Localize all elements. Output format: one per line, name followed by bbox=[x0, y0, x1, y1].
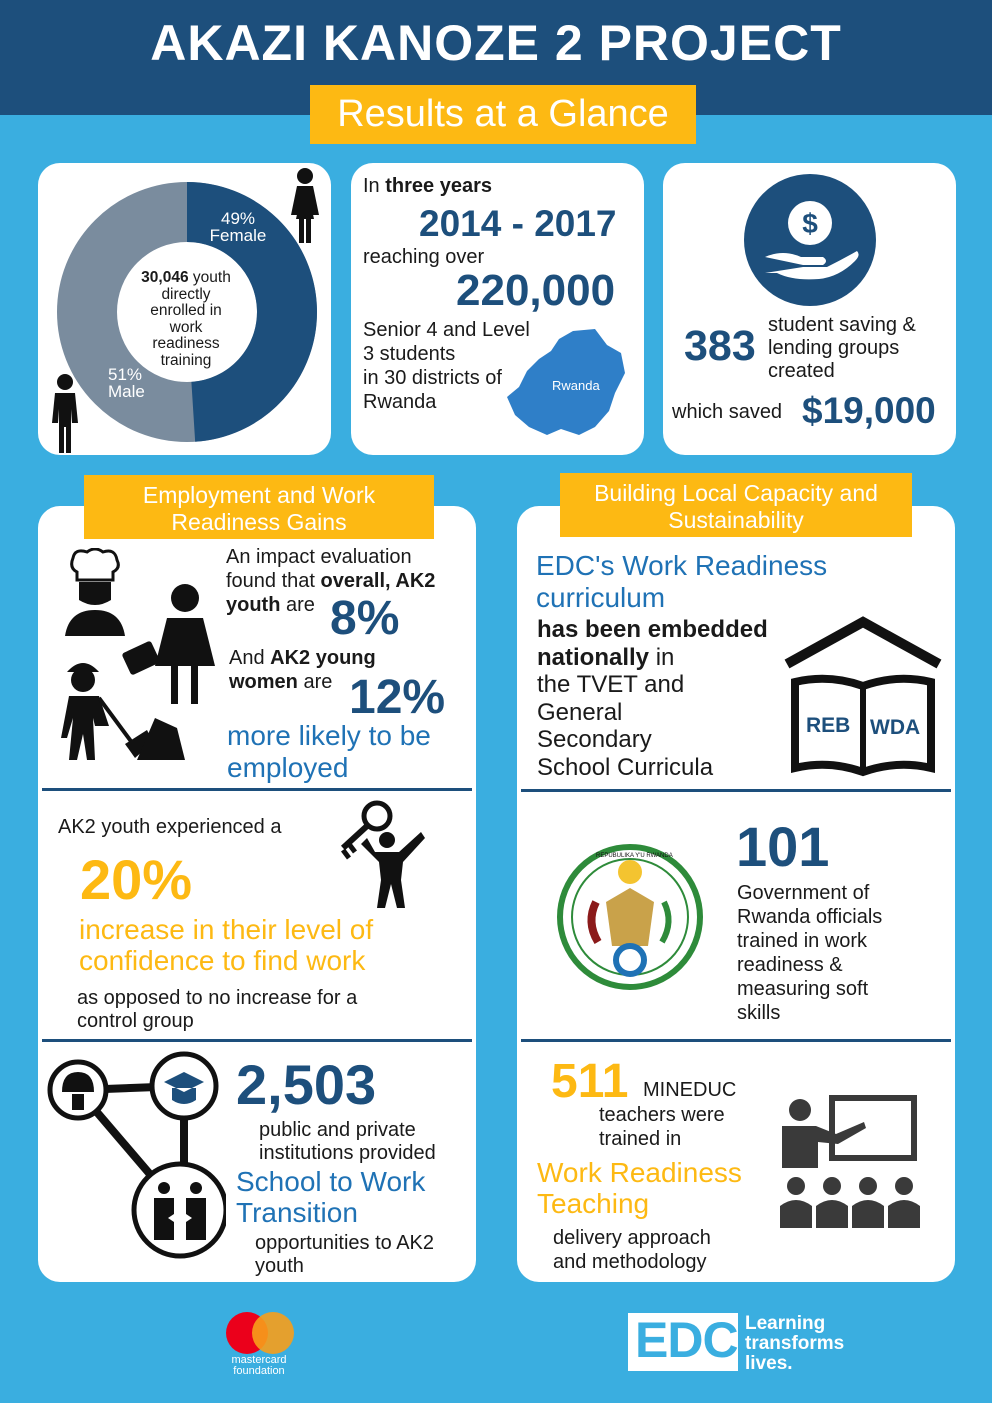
reach-card bbox=[351, 163, 644, 455]
reach-number: 220,000 bbox=[456, 266, 616, 315]
book-house-icon bbox=[783, 616, 943, 778]
employment-line: And bbox=[229, 647, 271, 669]
left-divider-2 bbox=[42, 1039, 472, 1042]
embedded-text: in bbox=[649, 643, 675, 671]
reach-years: 2014 - 2017 bbox=[419, 203, 617, 244]
employment-banner bbox=[84, 475, 434, 539]
book-left-label: REB bbox=[806, 714, 851, 737]
female-percent: 49% bbox=[220, 209, 256, 228]
employment-pct-women: 12% bbox=[349, 671, 446, 724]
confidence-opposed: control group bbox=[77, 1010, 194, 1032]
confidence-increase: confidence to find work bbox=[79, 945, 366, 976]
donut-center-text bbox=[126, 270, 246, 369]
employment-line-bold: AK2 young bbox=[270, 647, 376, 669]
enrolled-number: 30,046 bbox=[141, 269, 189, 286]
wr-teaching: Teaching bbox=[537, 1188, 650, 1219]
male-person-icon bbox=[48, 373, 82, 453]
officials-desc: Government of bbox=[737, 882, 870, 904]
institutions-number: 2,503 bbox=[236, 1053, 377, 1116]
confidence-opposed: as opposed to no increase for a bbox=[77, 987, 358, 1009]
right-divider-2 bbox=[521, 1039, 951, 1042]
confidence-increase: increase in their level of bbox=[79, 914, 374, 945]
money-hand-icon bbox=[743, 173, 877, 307]
center-text: work bbox=[169, 318, 203, 336]
center-text: training bbox=[160, 351, 212, 369]
officials-desc: Rwanda officials bbox=[737, 906, 883, 928]
savings-desc: lending groups bbox=[768, 337, 900, 359]
right-divider-1 bbox=[521, 789, 951, 792]
school-to-work: Transition bbox=[236, 1197, 358, 1228]
officials-desc: trained in work bbox=[737, 930, 868, 952]
edc-tagline: lives. bbox=[745, 1353, 793, 1374]
female-person-icon bbox=[288, 167, 322, 243]
mastercard-text: foundation bbox=[233, 1365, 285, 1377]
book-right-label: WDA bbox=[870, 716, 921, 739]
center-text: enrolled in bbox=[150, 302, 222, 319]
seal-text: REPUBULIKA Y'U RWANDA bbox=[596, 853, 673, 859]
page-title: AKAZI KANOZE 2 PROJECT bbox=[150, 15, 842, 71]
institutions-desc: public and private bbox=[259, 1119, 416, 1141]
workers-icon bbox=[55, 548, 220, 763]
center-text: directly bbox=[161, 285, 211, 303]
employment-line: are bbox=[297, 671, 333, 693]
officials-desc: skills bbox=[737, 1002, 781, 1024]
savings-card bbox=[663, 163, 956, 455]
svg-text:$: $ bbox=[802, 208, 818, 239]
school-to-work: School to Work bbox=[236, 1166, 426, 1197]
embedded-bold: has been embedded bbox=[537, 616, 768, 643]
institutions-desc: institutions provided bbox=[259, 1142, 436, 1164]
male-percent: 51% bbox=[108, 365, 143, 384]
female-label: Female bbox=[209, 226, 267, 245]
center-text: youth bbox=[188, 269, 231, 286]
mastercard-logo bbox=[224, 1311, 296, 1355]
teachers-desc: trained in bbox=[599, 1128, 682, 1150]
capacity-banner bbox=[560, 473, 912, 537]
reach-desc: 3 students bbox=[363, 343, 456, 365]
embedded-text: the TVET and bbox=[537, 671, 685, 698]
institutions-opp: youth bbox=[255, 1255, 304, 1277]
left-divider-1 bbox=[42, 788, 472, 791]
institutions-opp: opportunities to AK2 bbox=[255, 1232, 435, 1254]
center-text: readiness bbox=[152, 335, 220, 352]
reach-intro-bold: three years bbox=[385, 175, 492, 197]
employment-line: are bbox=[280, 594, 315, 616]
savings-desc: student saving & bbox=[768, 314, 916, 336]
wr-teaching: Work Readiness bbox=[537, 1157, 742, 1188]
capacity-banner-text: Building Local Capacity and Sustainability bbox=[594, 480, 878, 533]
teachers-number: 511 bbox=[551, 1055, 629, 1108]
edc-logo-text: EDC bbox=[635, 1312, 738, 1368]
saved-label: which saved bbox=[672, 401, 783, 423]
edc-tagline: Learning bbox=[745, 1313, 826, 1334]
employment-line: found that bbox=[226, 570, 321, 592]
embedded-bold: nationally bbox=[537, 643, 650, 671]
edc-tagline: transforms bbox=[745, 1333, 845, 1354]
mastercard-text: mastercard bbox=[231, 1354, 287, 1366]
map-label: Rwanda bbox=[552, 378, 600, 393]
employment-line: An impact evaluation bbox=[226, 546, 412, 568]
curriculum-title: curriculum bbox=[536, 582, 666, 613]
employment-pct-overall: 8% bbox=[330, 592, 400, 645]
mineduc-label: MINEDUC bbox=[643, 1079, 737, 1101]
reach-desc: in 30 districts of bbox=[363, 367, 502, 389]
embedded-text: School Curricula bbox=[537, 753, 714, 781]
officials-desc: readiness & bbox=[737, 954, 843, 976]
officials-number: 101 bbox=[736, 815, 830, 878]
classroom-teacher-icon bbox=[778, 1094, 920, 1234]
subtitle-text: Results at a Glance bbox=[337, 93, 669, 135]
network-icon bbox=[46, 1050, 226, 1270]
employment-banner-text: Employment and Work Readiness Gains bbox=[142, 482, 376, 535]
reach-desc: Rwanda bbox=[363, 391, 437, 413]
employment-employed: employed bbox=[227, 752, 349, 783]
embedded-text: Secondary bbox=[537, 726, 652, 753]
teachers-delivery: delivery approach bbox=[553, 1227, 711, 1249]
curriculum-title: EDC's Work Readiness bbox=[536, 550, 828, 581]
employment-line-bold: overall, AK2 bbox=[320, 570, 436, 592]
key-person-icon bbox=[335, 800, 427, 910]
male-label: Male bbox=[108, 382, 145, 401]
reach-reaching: reaching over bbox=[363, 246, 485, 268]
confidence-intro: AK2 youth experienced a bbox=[58, 816, 282, 838]
confidence-pct: 20% bbox=[80, 848, 193, 911]
reach-intro: In bbox=[363, 175, 386, 197]
enrollment-card bbox=[38, 163, 331, 455]
saved-amount: $19,000 bbox=[802, 390, 936, 431]
embedded-text: General bbox=[537, 698, 623, 726]
rwanda-seal-icon bbox=[556, 842, 704, 992]
savings-desc: created bbox=[768, 360, 835, 382]
subtitle-banner bbox=[310, 85, 696, 144]
teachers-delivery: and methodology bbox=[553, 1251, 707, 1273]
employment-line-bold: youth bbox=[226, 594, 281, 616]
officials-desc: measuring soft bbox=[737, 978, 869, 1000]
employment-line-bold: women bbox=[229, 671, 298, 693]
savings-groups-number: 383 bbox=[684, 322, 756, 370]
reach-desc: Senior 4 and Level bbox=[363, 319, 530, 341]
teachers-desc: teachers were bbox=[599, 1104, 725, 1126]
employment-more-likely: more likely to be bbox=[227, 720, 431, 751]
